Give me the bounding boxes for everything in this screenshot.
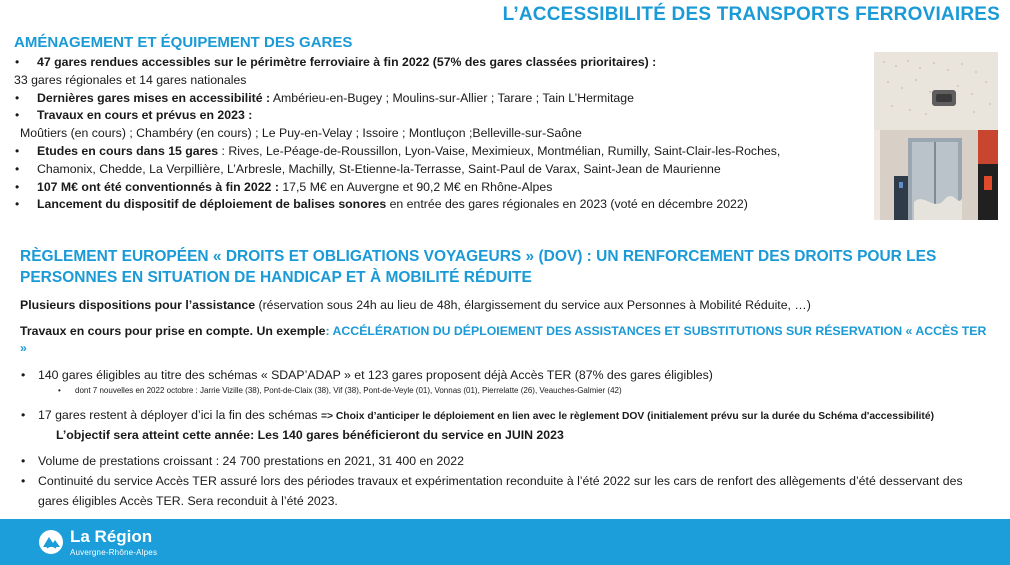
dov-section bbox=[20, 246, 995, 511]
list-item bbox=[14, 143, 864, 161]
station-photo bbox=[874, 52, 998, 220]
paragraph-bold: Travaux en cours pour prise en compte. Un exemple bbox=[20, 324, 326, 338]
region-logo-subtitle: Auvergne-Rhône-Alpes bbox=[70, 548, 158, 557]
item-bold: Travaux en cours et prévus en 2023 : bbox=[37, 108, 253, 123]
footer-bar bbox=[0, 519, 1010, 565]
paragraph-assistance bbox=[20, 297, 995, 314]
paragraph-text: (réservation sous 24h au lieu de 48h, élargissement du service aux Personnes à Mobilité Réduite, …) bbox=[255, 298, 811, 312]
list-item bbox=[14, 107, 864, 125]
item-bold: Lancement du dispositif de déploiement de balises sonores bbox=[37, 197, 387, 212]
item-text: Ambérieu-en-Bugey ; Moulins-sur-Allier ; Tarare ; Tain L’Hermitage bbox=[270, 90, 634, 105]
sub-list-item: • dont 7 nouvelles en 2022 octobre : Jarrie Vizille (38), Pont-de-Claix (38), Vif (38), Pont-de-Veyle (01), Vonnas (01), Pierrelatte (26), Veauches-Galmier (42) bbox=[20, 385, 995, 397]
objective-line: L’objectif sera atteint cette année: Les 140 gares bénéficieront du service en JUIN 2023 bbox=[56, 428, 564, 442]
region-logo-icon bbox=[38, 529, 64, 555]
list-item bbox=[20, 406, 995, 426]
item-text: Chamonix, Chedde, La Verpillière, L’Arbresle, Machilly, St-Etienne-la-Terrasse, Saint-Paul de Varax, Saint-Jean de Maurienne bbox=[37, 161, 721, 176]
item-bold: 47 gares rendues accessibles sur le périmètre ferroviaire à fin 2022 (57% des gares classées prioritaires) : bbox=[37, 55, 657, 69]
dov-heading: RÈGLEMENT EUROPÉEN « DROITS ET OBLIGATIONS VOYAGEURS » (DOV) : UN RENFORCEMENT DES DROITS POUR LES PERSONNES EN SITUATION DE HANDICAP ET À MOBILITÉ RÉDUITE bbox=[20, 248, 937, 286]
list-item: • Continuité du service Accès TER assuré lors des périodes travaux et expérimentation reconduite à l’été 2022 sur les cars de renfort des allègements d’été desservant des gares éligibles Accès TER. Sera reconduit à l’été 2023. bbox=[20, 471, 995, 511]
item-text: 17 gares restent à déployer d’ici la fin des schémas bbox=[38, 408, 321, 422]
page-title: L’ACCESSIBILITÉ DES TRANSPORTS FERROVIAIRES bbox=[502, 4, 1000, 25]
item-text: 17,5 M€ en Auvergne et 90,2 M€ en Rhône-Alpes bbox=[278, 179, 553, 194]
list-item: • 140 gares éligibles au titre des schémas « SDAP’ADAP » et 123 gares proposent déjà Accès TER (87% des gares éligibles) bbox=[20, 366, 995, 385]
item-bold: Etudes en cours dans 15 gares bbox=[37, 143, 219, 158]
item-bold: 107 M€ ont été conventionnés à fin 2022 : bbox=[37, 179, 279, 194]
item-text: en entrée des gares régionales en 2023 (voté en décembre 2022) bbox=[386, 197, 748, 212]
list-item bbox=[14, 54, 864, 72]
paragraph-accent: ACCÉLÉRATION DU DÉPLOIEMENT DES ASSISTANCES ET SUBSTITUTIONS SUR RÉSERVATION « ACCÈS TER » bbox=[20, 324, 987, 355]
paragraph-bold: Plusieurs dispositions pour l’assistance bbox=[20, 298, 256, 312]
list-item bbox=[14, 179, 864, 197]
list-item-continuation bbox=[14, 161, 864, 179]
stations-section bbox=[14, 34, 864, 214]
list-item: • Volume de prestations croissant : 24 700 prestations en 2021, 31 400 en 2022 bbox=[20, 452, 995, 471]
paragraph-works bbox=[20, 323, 995, 357]
station-photo-illustration bbox=[874, 52, 998, 220]
item-bold: => Choix d’anticiper le déploiement en lien avec le règlement DOV bbox=[320, 411, 645, 422]
region-logo-name: La Région bbox=[70, 527, 153, 546]
item-text: : Rives, Le-Péage-de-Roussillon, Lyon-Vaise, Meximieux, Montmélian, Rumilly, Saint-Clair-les-Roches, bbox=[218, 143, 781, 158]
paragraph-colon: : bbox=[325, 324, 333, 338]
item-bold: Dernières gares mises en accessibilité : bbox=[37, 90, 271, 105]
list-item bbox=[14, 90, 864, 108]
item-note: (initialement prévu sur la durée du Schéma d'accessibilité) bbox=[644, 411, 935, 422]
list-item bbox=[14, 196, 864, 214]
stations-heading: AMÉNAGEMENT ET ÉQUIPEMENT DES GARES bbox=[14, 34, 353, 51]
list-item-continuation: 33 gares régionales et 14 gares nationales bbox=[14, 72, 247, 87]
list-item-continuation: Moûtiers (en cours) ; Chambéry (en cours) ; Le Puy-en-Velay ; Issoire ; Montluçon ;Belleville-sur-Saône bbox=[20, 126, 582, 141]
